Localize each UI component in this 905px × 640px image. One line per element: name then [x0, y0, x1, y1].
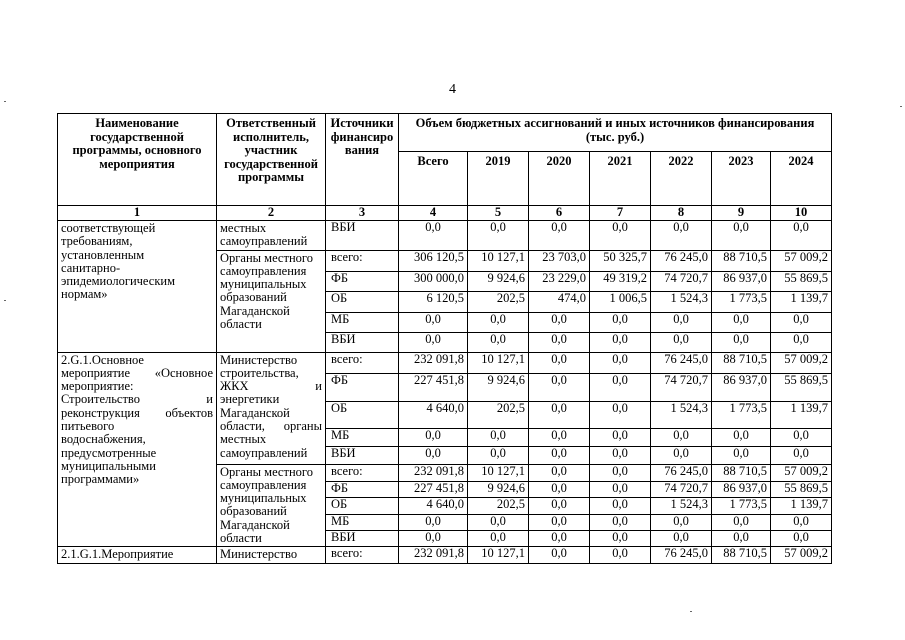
executor-line: строительства,: [220, 365, 299, 380]
value-cell: 0,0: [651, 530, 712, 546]
value-cell: 76 245,0: [651, 464, 712, 481]
value-cell: 0,0: [529, 332, 590, 352]
funding-source-cell: всего:: [326, 547, 399, 563]
executor-line: Органы местного: [220, 464, 313, 479]
program-name-line: программами»: [61, 472, 140, 487]
value-cell: 0,0: [590, 373, 651, 401]
value-cell: 0,0: [651, 221, 712, 251]
executor-line: Магаданской: [220, 405, 290, 420]
value-cell: 0,0: [399, 221, 468, 251]
column-number: 9: [712, 206, 771, 221]
program-name-line: муниципальными: [61, 458, 156, 473]
value-cell: 76 245,0: [651, 547, 712, 563]
value-cell: 10 127,1: [468, 464, 529, 481]
funding-source-cell: всего:: [326, 352, 399, 373]
value-cell: 0,0: [771, 446, 832, 464]
funding-source-cell: ФБ: [326, 481, 399, 497]
header-funding-source: Источники финансиро вания: [326, 114, 399, 206]
value-cell: 1 773,5: [712, 401, 771, 428]
funding-source-cell: всего:: [326, 250, 399, 271]
value-cell: 10 127,1: [468, 250, 529, 271]
value-cell: 0,0: [651, 312, 712, 332]
value-cell: 0,0: [399, 312, 468, 332]
header-executor: Ответственный исполнитель, участник государственной программы: [217, 114, 326, 206]
executor-cell: [217, 464, 326, 547]
program-name-line: требованиям,: [61, 234, 133, 249]
value-cell: 0,0: [399, 332, 468, 352]
value-cell: 300 000,0: [399, 271, 468, 291]
value-cell: 202,5: [468, 291, 529, 312]
value-cell: 1 139,7: [771, 291, 832, 312]
value-cell: 0,0: [771, 514, 832, 530]
executor-line: ЖКХ и: [220, 379, 322, 394]
scan-speck: [4, 101, 6, 102]
value-cell: 10 127,1: [468, 547, 529, 563]
value-cell: 0,0: [651, 514, 712, 530]
value-cell: 0,0: [529, 352, 590, 373]
funding-source-cell: ОБ: [326, 291, 399, 312]
value-cell: 1 524,3: [651, 291, 712, 312]
value-cell: 306 120,5: [399, 250, 468, 271]
value-cell: 227 451,8: [399, 481, 468, 497]
funding-source-cell: ВБИ: [326, 530, 399, 546]
value-cell: 0,0: [590, 514, 651, 530]
value-cell: 57 009,2: [771, 547, 832, 563]
value-cell: 0,0: [712, 530, 771, 546]
value-cell: 88 710,5: [712, 464, 771, 481]
value-cell: 76 245,0: [651, 352, 712, 373]
funding-source-cell: ВБИ: [326, 446, 399, 464]
value-cell: 0,0: [468, 530, 529, 546]
value-cell: 0,0: [468, 312, 529, 332]
scan-speck: [4, 300, 6, 301]
value-cell: 1 773,5: [712, 291, 771, 312]
value-cell: 0,0: [399, 428, 468, 446]
value-cell: 4 640,0: [399, 401, 468, 428]
value-cell: 0,0: [651, 428, 712, 446]
column-number: 1: [58, 206, 217, 221]
value-cell: 0,0: [712, 428, 771, 446]
value-cell: 74 720,7: [651, 373, 712, 401]
executor-line: образований: [220, 290, 287, 305]
value-cell: 0,0: [651, 446, 712, 464]
executor-cell: [217, 547, 326, 563]
executor-line: Министерство: [220, 547, 298, 562]
executor-cell: [217, 352, 326, 464]
program-name-line: водоснабжения,: [61, 432, 146, 447]
value-cell: 1 524,3: [651, 401, 712, 428]
value-cell: 0,0: [468, 446, 529, 464]
executor-line: образований: [220, 504, 287, 519]
value-cell: 0,0: [399, 530, 468, 546]
value-cell: 1 006,5: [590, 291, 651, 312]
program-name-line: реконструкция объектов: [61, 405, 213, 420]
executor-line: муниципальных: [220, 277, 307, 292]
value-cell: 0,0: [399, 514, 468, 530]
executor-line: самоуправлений: [220, 234, 308, 249]
value-cell: 232 091,8: [399, 547, 468, 563]
value-cell: 0,0: [712, 221, 771, 251]
value-cell: 86 937,0: [712, 271, 771, 291]
program-name-cell: [58, 352, 217, 547]
executor-line: Министерство: [220, 352, 298, 367]
program-name-line: 2.1.G.1.Мероприятие: [61, 547, 174, 562]
value-cell: 0,0: [590, 428, 651, 446]
header-year: 2019: [468, 152, 529, 206]
table-row: [58, 352, 832, 373]
value-cell: 0,0: [712, 332, 771, 352]
value-cell: 1 139,7: [771, 498, 832, 514]
header-year: 2022: [651, 152, 712, 206]
value-cell: 0,0: [771, 312, 832, 332]
value-cell: 0,0: [712, 312, 771, 332]
header-budget-volume: Объем бюджетных ассигнований и иных источников финансирования (тыс. руб.): [399, 114, 832, 152]
value-cell: 0,0: [529, 530, 590, 546]
header-total: Всего: [399, 152, 468, 206]
value-cell: 57 009,2: [771, 250, 832, 271]
header-year: 2023: [712, 152, 771, 206]
value-cell: 86 937,0: [712, 481, 771, 497]
column-number: 4: [399, 206, 468, 221]
value-cell: 76 245,0: [651, 250, 712, 271]
value-cell: 0,0: [468, 428, 529, 446]
program-name-line: эпидемиологическим: [61, 274, 176, 289]
header-program-name: Наименование государственной программы, основного мероприятия: [58, 114, 217, 206]
funding-source-cell: ВБИ: [326, 332, 399, 352]
value-cell: 88 710,5: [712, 250, 771, 271]
value-cell: 227 451,8: [399, 373, 468, 401]
column-number: 7: [590, 206, 651, 221]
value-cell: 55 869,5: [771, 481, 832, 497]
value-cell: 202,5: [468, 498, 529, 514]
value-cell: 474,0: [529, 291, 590, 312]
funding-source-cell: всего:: [326, 464, 399, 481]
value-cell: 23 703,0: [529, 250, 590, 271]
program-name-line: предусмотренные: [61, 445, 157, 460]
value-cell: 0,0: [529, 446, 590, 464]
executor-cell: [217, 221, 326, 251]
value-cell: 0,0: [590, 530, 651, 546]
value-cell: 0,0: [590, 481, 651, 497]
column-number: 5: [468, 206, 529, 221]
executor-line: Магаданской: [220, 303, 290, 318]
scan-speck: [900, 106, 902, 107]
value-cell: 6 120,5: [399, 291, 468, 312]
funding-source-cell: МБ: [326, 312, 399, 332]
value-cell: 1 139,7: [771, 401, 832, 428]
value-cell: 0,0: [468, 332, 529, 352]
value-cell: 0,0: [529, 481, 590, 497]
value-cell: 74 720,7: [651, 481, 712, 497]
value-cell: 0,0: [590, 312, 651, 332]
program-name-cell: [58, 547, 217, 563]
funding-source-cell: ОБ: [326, 498, 399, 514]
value-cell: 0,0: [468, 221, 529, 251]
header-year: 2020: [529, 152, 590, 206]
column-number: 6: [529, 206, 590, 221]
value-cell: 0,0: [529, 221, 590, 251]
executor-line: области, органы: [220, 419, 322, 434]
column-number-row: [58, 206, 832, 221]
value-cell: 10 127,1: [468, 352, 529, 373]
value-cell: 0,0: [590, 498, 651, 514]
value-cell: 74 720,7: [651, 271, 712, 291]
value-cell: 57 009,2: [771, 352, 832, 373]
value-cell: 86 937,0: [712, 373, 771, 401]
program-name-line: нормам»: [61, 287, 108, 302]
column-number: 3: [326, 206, 399, 221]
table-row: [58, 221, 832, 251]
funding-source-cell: ФБ: [326, 373, 399, 401]
executor-line: местных: [220, 221, 267, 235]
value-cell: 0,0: [590, 352, 651, 373]
table-row: [58, 547, 832, 563]
program-name-line: мероприятие «Основное: [61, 365, 213, 380]
value-cell: 55 869,5: [771, 271, 832, 291]
value-cell: 0,0: [651, 332, 712, 352]
page-number: 4: [449, 82, 456, 97]
value-cell: 0,0: [399, 446, 468, 464]
value-cell: 1 524,3: [651, 498, 712, 514]
executor-line: муниципальных: [220, 491, 307, 506]
value-cell: 9 924,6: [468, 481, 529, 497]
value-cell: 9 924,6: [468, 373, 529, 401]
column-number: 2: [217, 206, 326, 221]
funding-source-cell: МБ: [326, 428, 399, 446]
header-year: 2021: [590, 152, 651, 206]
value-cell: 0,0: [529, 373, 590, 401]
value-cell: 0,0: [529, 312, 590, 332]
program-name-line: санитарно-: [61, 260, 121, 275]
scan-speck: [690, 611, 692, 612]
value-cell: 0,0: [712, 514, 771, 530]
value-cell: 0,0: [529, 514, 590, 530]
value-cell: 0,0: [771, 221, 832, 251]
executor-line: Органы местного: [220, 250, 313, 265]
value-cell: 202,5: [468, 401, 529, 428]
header-year: 2024: [771, 152, 832, 206]
value-cell: 49 319,2: [590, 271, 651, 291]
value-cell: 0,0: [529, 498, 590, 514]
executor-line: самоуправления: [220, 263, 307, 278]
value-cell: 9 924,6: [468, 271, 529, 291]
value-cell: 0,0: [771, 530, 832, 546]
value-cell: 0,0: [771, 332, 832, 352]
funding-source-cell: МБ: [326, 514, 399, 530]
value-cell: 0,0: [590, 464, 651, 481]
value-cell: 0,0: [529, 464, 590, 481]
value-cell: 23 229,0: [529, 271, 590, 291]
program-name-line: соответствующей: [61, 221, 156, 235]
program-name-line: установленным: [61, 247, 145, 262]
program-name-line: питьевого: [61, 419, 115, 434]
executor-line: энергетики: [220, 392, 280, 407]
program-name-line: 2.G.1.Основное: [61, 352, 144, 367]
executor-line: области: [220, 531, 262, 546]
executor-line: самоуправлений: [220, 445, 308, 460]
value-cell: 4 640,0: [399, 498, 468, 514]
executor-line: области: [220, 317, 262, 332]
value-cell: 0,0: [468, 514, 529, 530]
value-cell: 0,0: [590, 446, 651, 464]
budget-table: [57, 113, 832, 564]
executor-line: местных: [220, 432, 267, 447]
value-cell: 0,0: [712, 446, 771, 464]
value-cell: 0,0: [590, 332, 651, 352]
column-number: 8: [651, 206, 712, 221]
executor-line: самоуправления: [220, 477, 307, 492]
executor-line: Магаданской: [220, 517, 290, 532]
value-cell: 232 091,8: [399, 352, 468, 373]
program-name-cell: [58, 221, 217, 353]
value-cell: 55 869,5: [771, 373, 832, 401]
value-cell: 0,0: [529, 401, 590, 428]
funding-source-cell: ОБ: [326, 401, 399, 428]
value-cell: 88 710,5: [712, 352, 771, 373]
funding-source-cell: ВБИ: [326, 221, 399, 251]
value-cell: 50 325,7: [590, 250, 651, 271]
value-cell: 0,0: [590, 547, 651, 563]
value-cell: 88 710,5: [712, 547, 771, 563]
value-cell: 232 091,8: [399, 464, 468, 481]
value-cell: 0,0: [771, 428, 832, 446]
executor-cell: [217, 250, 326, 352]
value-cell: 1 773,5: [712, 498, 771, 514]
value-cell: 0,0: [590, 221, 651, 251]
program-name-line: мероприятие:: [61, 379, 134, 394]
value-cell: 57 009,2: [771, 464, 832, 481]
value-cell: 0,0: [529, 428, 590, 446]
value-cell: 0,0: [529, 547, 590, 563]
program-name-line: Строительство и: [61, 392, 213, 407]
funding-source-cell: ФБ: [326, 271, 399, 291]
column-number: 10: [771, 206, 832, 221]
value-cell: 0,0: [590, 401, 651, 428]
